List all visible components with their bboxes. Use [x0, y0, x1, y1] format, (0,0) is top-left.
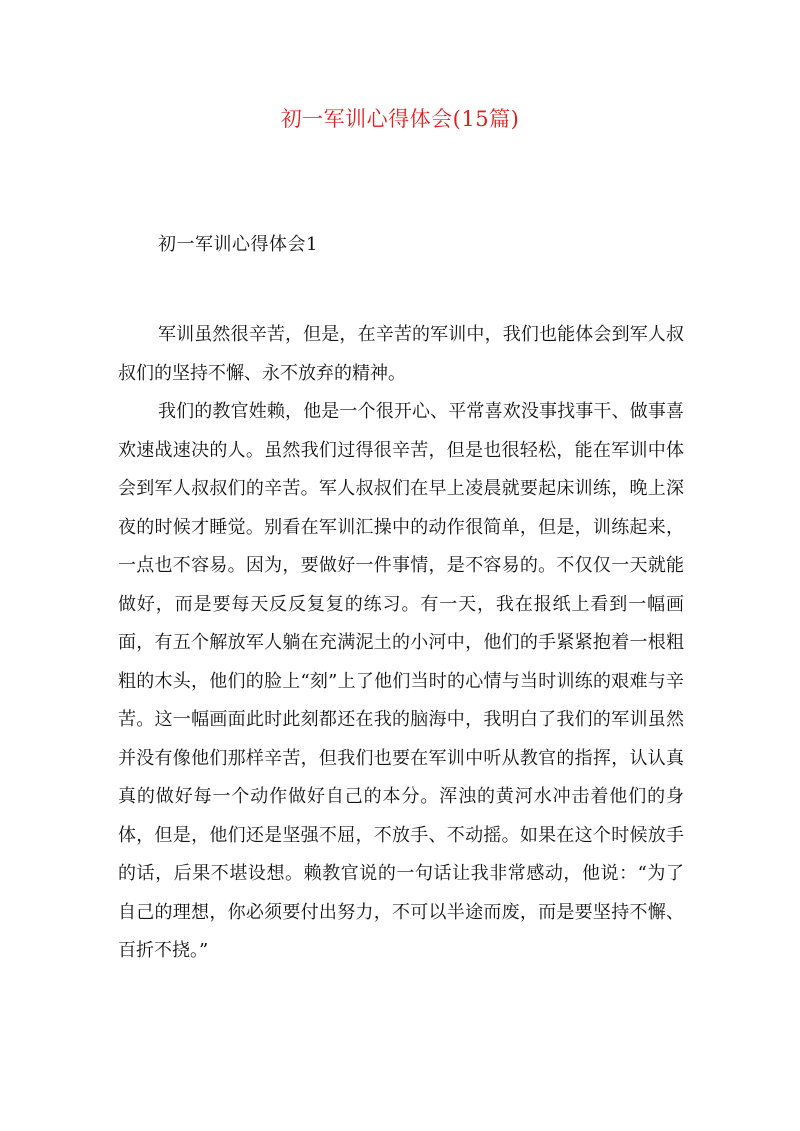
section-heading: 初一军训心得体会1	[158, 234, 318, 255]
paragraph: 军训虽然很辛苦，但是，在辛苦的军训中，我们也能体会到军人叔叔们的坚持不懈、永不放弃的精神。	[118, 324, 684, 384]
document-title: 初一军训心得体会(15篇)	[280, 107, 520, 131]
document-body	[118, 316, 684, 971]
paragraph: 我们的教官姓赖，他是一个很开心、平常喜欢没事找事干、做事喜欢速战速决的人。虽然我们过得很辛苦，但是也很轻松，能在军训中体会到军人叔叔们的辛苦。军人叔叔们在早上凌晨就要起床训练，晚上深夜的时候才睡觉。别看在军训汇操中的动作很简单，但是，训练起来，一点也不容易。因为，要做好一件事情，是不容易的。不仅仅一天就能做好，而是要每天反反复复的练习。有一天，我在报纸上看到一幅画面，有五个解放军人躺在充满泥土的小河中，他们的手紧紧抱着一根粗粗的木头，他们的脸上“刻”上了他们当时的心情与当时训练的艰难与辛苦。这一幅画面此时此刻都还在我的脑海中，我明白了我们的军训虽然并没有像他们那样辛苦，但我们也要在军训中听从教官的指挥，认认真真的做好每一个动作做好自己的本分。浑浊的黄河水冲击着他们的身体，但是，他们还是坚强不屈，不放手、不动摇。如果在这个时候放手的话，后果不堪设想。赖教官说的一句话让我非常感动，他说：“为了自己的理想，你必须要付出努力，不可以半途而废，而是要坚持不懈、百折不挠。”	[118, 401, 684, 961]
